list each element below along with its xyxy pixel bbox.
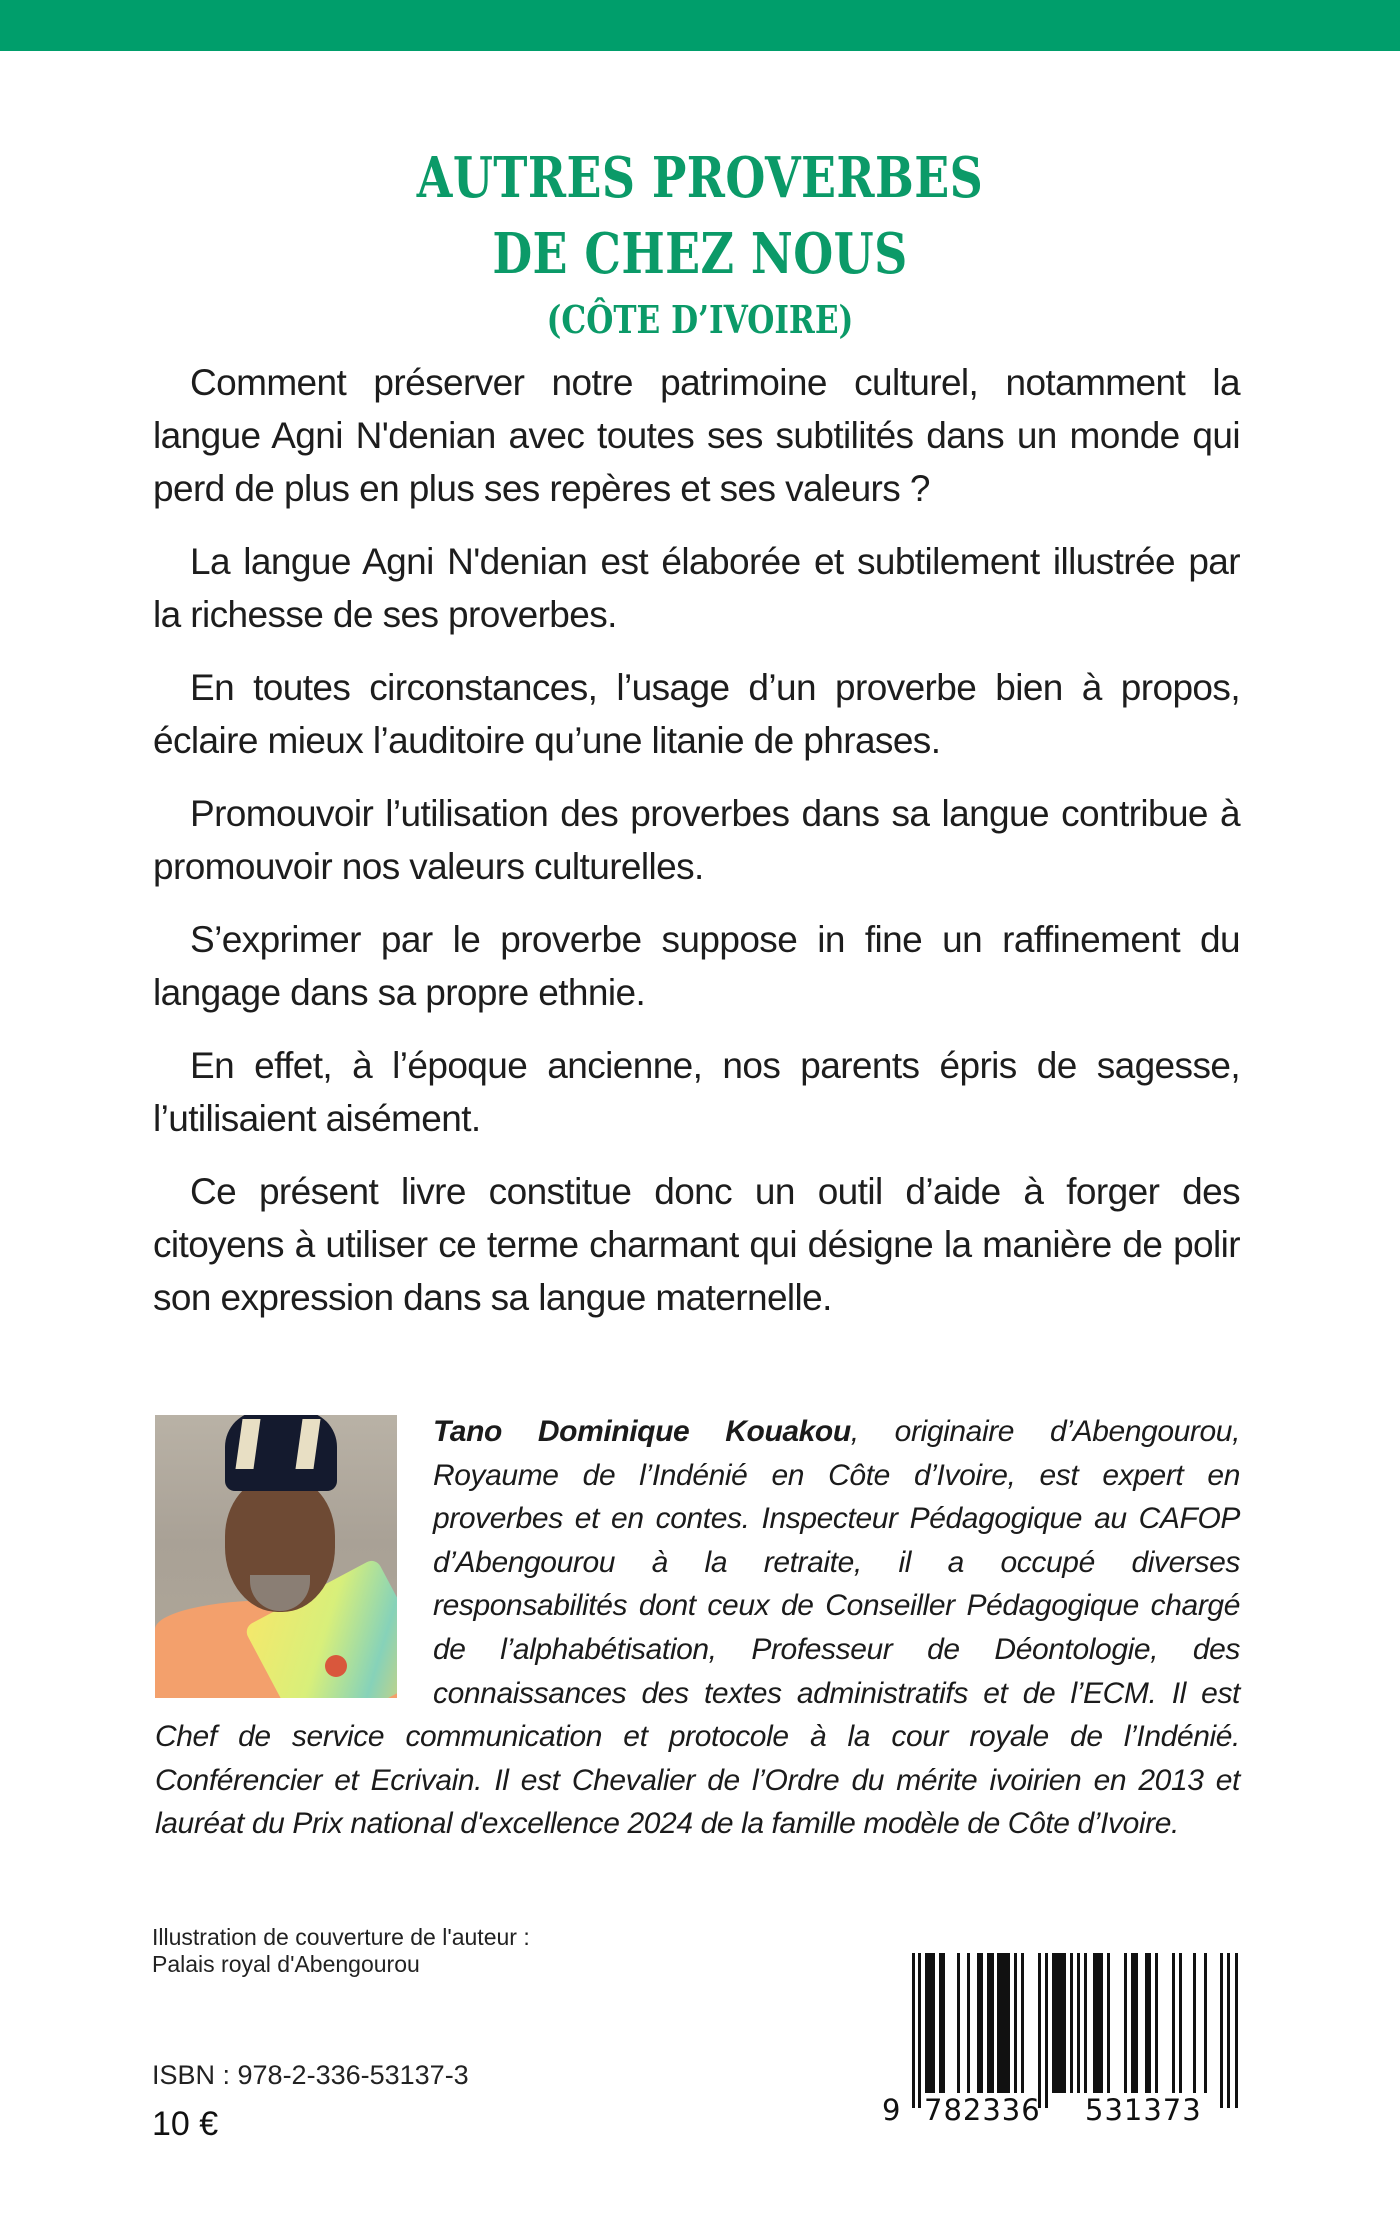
blurb-paragraph: Comment préserver notre patrimoine culturel, notamment la langue Agni N'denian avec toutes ses subtilités dans un monde qui perd de plus en plus ses repères et ses valeurs ? [153, 362, 1240, 509]
isbn-barcode [880, 1950, 1260, 2130]
illustration-credit-line-1: Illustration de couverture de l'auteur : [152, 1924, 530, 1950]
back-cover-blurb [153, 356, 1240, 1344]
blurb-paragraph: La langue Agni N'denian est élaborée et subtilement illustrée par la richesse de ses proverbes. [153, 541, 1240, 635]
blurb-paragraph: Ce présent livre constitue donc un outil d’aide à forger des citoyens à utiliser ce terme charmant qui désigne la manière de polir son expression dans sa langue maternelle. [153, 1171, 1240, 1318]
price-label: 10 € [152, 2105, 219, 2143]
book-title [0, 140, 1400, 346]
isbn-label: ISBN : 978-2-336-53137-3 [152, 2060, 469, 2090]
author-name: Tano Dominique Kouakou [433, 1415, 851, 1448]
blurb-paragraph: Promouvoir l’utilisation des proverbes dans sa langue contribue à promouvoir nos valeurs culturelles. [153, 793, 1240, 887]
illustration-credit-line-2: Palais royal d'Abengourou [152, 1951, 420, 1977]
blurb-paragraph: En toutes circonstances, l’usage d’un proverbe bien à propos, éclaire mieux l’auditoire qu’une litanie de phrases. [153, 667, 1240, 761]
blurb-paragraph: En effet, à l’époque ancienne, nos parents épris de sagesse, l’utilisaient aisément. [153, 1045, 1240, 1139]
barcode-left-digits: 782336 [924, 2093, 1041, 2127]
barcode-right-digits: 531373 [1085, 2093, 1202, 2127]
illustration-credit [152, 1924, 530, 1978]
title-line-1: AUTRES PROVERBES [416, 145, 984, 211]
author-photo [155, 1415, 397, 1698]
blurb-paragraph: S’exprimer par le proverbe suppose in fine un raffinement du langage dans sa propre ethnie. [153, 919, 1240, 1013]
barcode-lead-digit: 9 [882, 2093, 901, 2127]
author-bio [155, 1410, 1240, 1846]
title-line-2: DE CHEZ NOUS [492, 221, 908, 287]
top-color-band [0, 0, 1400, 51]
author-bio-text: , originaire d’Abengourou, Royaume de l’Indénié en Côte d’Ivoire, est expert en proverbes et en contes. Inspecteur Pédagogique au CAFOP d’Abengourou à la retraite, il a occupé diverses responsabilités dont ceux de Conseiller Pédagogique chargé de l’alphabétisation, Professeur de Déontologie, des connaissances des textes administratifs et de l’ECM. Il est Chef de service communication et protocole à la cour royale de l’Indénié. Conférencier et Ecrivain. Il est Chevalier de l’Ordre du mérite ivoirien en 2013 et lauréat du Prix national d'excellence 2024 de la famille modèle de Côte d’Ivoire. [155, 1415, 1241, 1841]
title-subtitle: (CÔTE D’IVOIRE) [546, 297, 854, 342]
